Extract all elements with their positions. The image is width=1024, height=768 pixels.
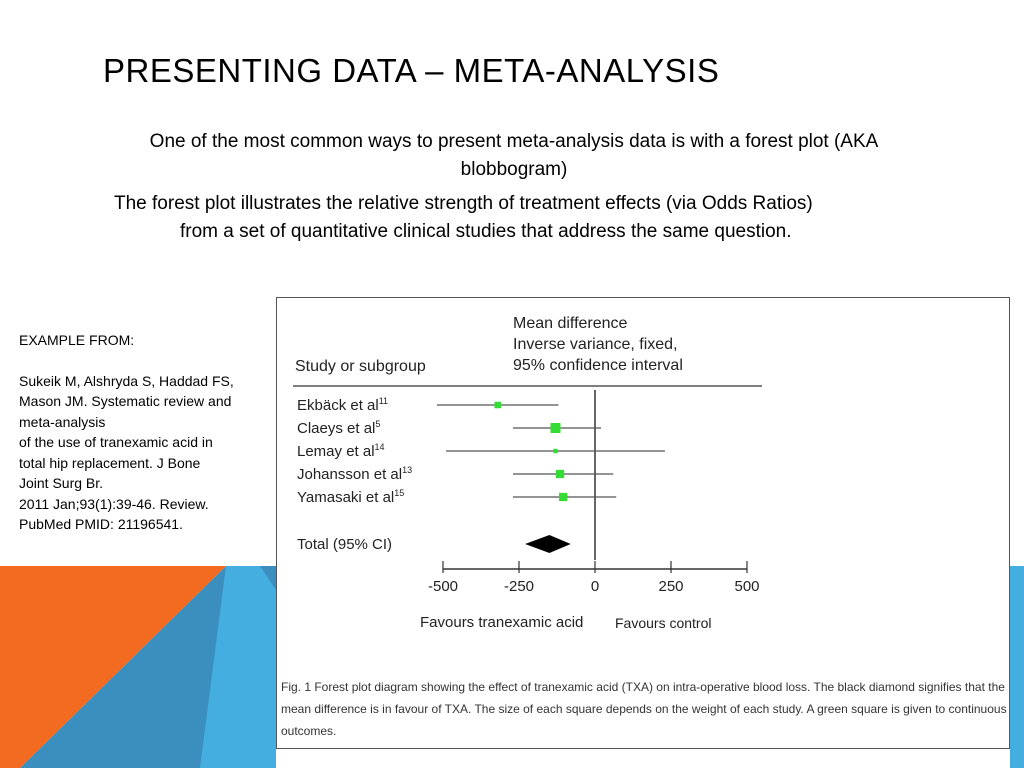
study-weight-square: [559, 493, 567, 501]
study-label: Ekbäck et $al^{11}$: [297, 396, 389, 414]
favours-left-label: Favours tranexamic acid: [420, 614, 584, 631]
slide-title: PRESENTING DATA – META-ANALYSIS: [103, 52, 720, 89]
effect-header-line: 95% confidence interval: [513, 357, 683, 374]
study-weight-square: [553, 449, 557, 453]
slide-body: [100, 128, 928, 252]
effect-header-line: Mean difference: [513, 315, 628, 332]
citation-line: of the use of tranexamic acid in: [19, 434, 213, 450]
bullet-line-1: The forest plot illustrates the relative strength of treatment effects (via Odds Ratios): [114, 193, 813, 214]
x-axis-tick-label: 500: [734, 578, 760, 595]
total-diamond: [525, 535, 571, 553]
study-weight-square: [494, 402, 501, 409]
total-label: Total (95% CI): [297, 536, 393, 553]
blue-light-shape: [1010, 566, 1024, 768]
citation-line: PubMed PMID: 21196541.: [19, 516, 183, 532]
study-reference: 13: [402, 465, 413, 475]
study-weight-square: [550, 423, 560, 433]
study-reference: 15: [394, 488, 405, 498]
bullet-line-2: from a set of quantitative clinical studies that address the same question.: [180, 221, 792, 242]
effect-header-line: Inverse variance, fixed,: [513, 336, 678, 353]
study-header: Study or subgroup: [295, 358, 426, 375]
study-label: Lemay et $al^{14}$: [297, 442, 385, 460]
citation-line: total hip replacement. J Bone: [19, 454, 201, 471]
study-reference: 14: [374, 442, 385, 452]
study-label: Yamasaki et $al^{15}$: [297, 488, 405, 506]
study-reference: 11: [378, 396, 389, 406]
x-axis-tick-label: -500: [427, 578, 459, 595]
citation-line: Mason JM. Systematic review and: [19, 393, 232, 409]
citation-line: Sukeik M, Alshryda S, Haddad FS,: [19, 372, 234, 389]
citation-line: meta-analysis: [19, 413, 106, 430]
study-label: Claeys et $al^5$: [297, 419, 381, 437]
example-heading: EXAMPLE FROM:: [19, 332, 135, 348]
citation-line: 2011 Jan;93(1):39-46. Review.: [19, 495, 209, 512]
x-axis-tick-label: 250: [658, 578, 684, 595]
forest-plot-chart: [277, 298, 1009, 676]
figure-caption: Fig. 1 Forest plot diagram showing the effect of tranexamic acid (TXA) on intra-operative blood loss. The black diamond signifies that the mean difference is in favour of TXA. The size of each square depends on the weight of each study. A green square is given to continuous outcomes.: [281, 680, 1007, 738]
bullet-forest-plot-description: [100, 190, 928, 246]
study-reference: 5: [375, 419, 381, 429]
citation-line: Joint Surg Br.: [19, 475, 104, 491]
example-citation: [19, 330, 269, 535]
forest-plot-figure: [276, 297, 1010, 749]
study-label: Johansson et $al^{13}$: [297, 465, 413, 483]
x-axis-tick-label: 0: [590, 578, 600, 595]
x-axis-tick-label: -250: [503, 578, 535, 595]
study-weight-square: [556, 470, 564, 478]
favours-right-label: Favours control: [615, 615, 712, 631]
bullet-forest-plot: One of the most common ways to present meta-analysis data is with a forest plot (AKA blobbogram): [149, 131, 879, 180]
